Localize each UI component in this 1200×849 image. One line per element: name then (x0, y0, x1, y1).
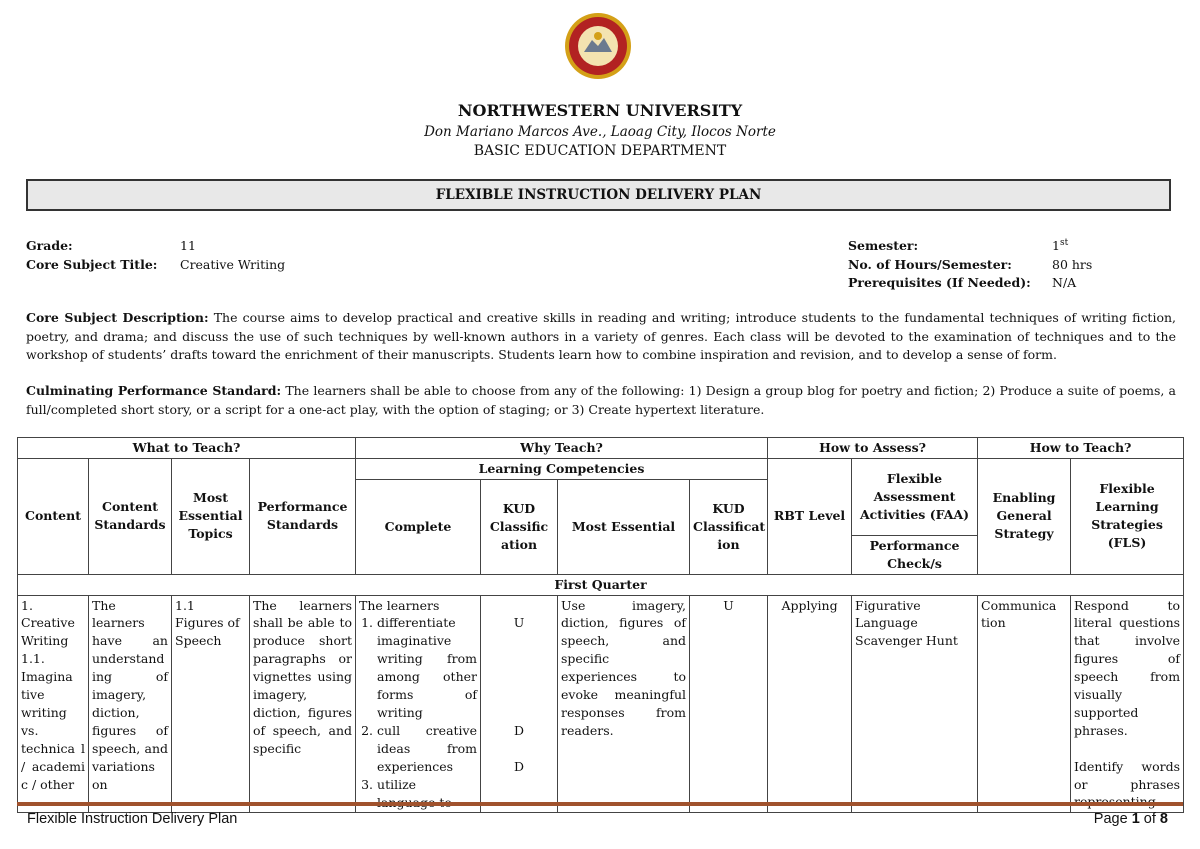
footer-page-number: Page 1 of 8 (1093, 811, 1168, 827)
group-what-to-teach: What to Teach? (18, 438, 356, 459)
complete-intro: The learners (359, 597, 440, 613)
core-subject-description: Core Subject Description: The course aims to develop practical and creative skills in reading and writing; introduce students to the fundamental techniques of writing fiction, poetry, and drama; and discuss the use of such techniques by well-known authors in a variety of genres. Each class will be devoted to the examination of techniques and to the workshop of students’ drafts toward the enrichment of their manuscripts. Students learn how to combine inspiration and revision, and to develop a sense of form. (26, 310, 1176, 362)
kud-value: D (514, 722, 525, 738)
plan-table (17, 437, 1184, 813)
col-fls: Flexible Learning Strategies (FLS) (1071, 458, 1184, 574)
col-content: Content (18, 458, 89, 574)
cell-faa: Figurative Language Scavenger Hunt (852, 595, 978, 813)
cell-complete (356, 595, 481, 813)
footer-document-name: Flexible Instruction Delivery Plan (27, 811, 238, 827)
subject-label: Core Subject Title: (26, 257, 158, 272)
university-seal-logo (564, 12, 632, 80)
prereq-label: Prerequisites (If Needed): (848, 275, 1031, 290)
col-rbt-level: RBT Level (768, 458, 852, 574)
hours-value: 80 hrs (1052, 257, 1093, 272)
competency-item: 2. cull creative ideas from experiences (377, 722, 477, 776)
col-faa: Flexible Assessment Activities (FAA) (852, 458, 978, 535)
cell-kud-2: U (690, 595, 768, 813)
kud-value: U (513, 615, 525, 631)
col-most-essential: Most Essential (558, 479, 690, 574)
cell-content-standards: The learners have an understand ing of imagery, diction, figures of speech, and variations on (89, 595, 172, 813)
col-complete: Complete (356, 479, 481, 574)
grade-value: 11 (180, 238, 196, 253)
grade-label: Grade: (26, 238, 73, 253)
cell-topics: 1.1 Figures of Speech (172, 595, 250, 813)
group-why-teach: Why Teach? (356, 438, 768, 459)
learning-competencies-header: Learning Competencies (356, 458, 768, 479)
cell-kud-1 (481, 595, 558, 813)
semester-label: Semester: (848, 238, 919, 253)
competency-item: 3. utilize (377, 776, 477, 812)
quarter-label: First Quarter (18, 574, 1184, 595)
col-kud-1: KUD Classific ation (481, 479, 558, 574)
university-address: Don Mariano Marcos Ave., Laoag City, Ilocos Norte (424, 124, 776, 140)
subject-value: Creative Writing (180, 257, 286, 272)
culminating-performance-standard: Culminating Performance Standard: The learners shall be able to choose from any of the following: 1) Design a group blog for poetry and fiction; 2) Produce a suite of poems, a full/completed short story, or a script for a one-act play, with the option of staging; or 3) Create hypertext literature. (26, 383, 1176, 417)
semester-value: 1st (1052, 238, 1069, 254)
university-name: NORTHWESTERN UNIVERSITY (457, 101, 743, 120)
col-performance-checks: Performance Check/s (852, 535, 978, 574)
competency-list (359, 614, 477, 811)
cell-content: 1. Creative Writing 1.1. Imagina tive writing vs. technica l / academi c / other (18, 595, 89, 813)
cell-most-essential: Use imagery, diction, figures of speech, and specific experiences to evoke meaningful responses from readers. (558, 595, 690, 813)
cell-rbt: Applying (768, 595, 852, 813)
group-how-to-assess: How to Assess? (768, 438, 978, 459)
col-performance-standards: Performance Standards (250, 458, 356, 574)
fls-item: Identify words or phrases (1074, 758, 1181, 792)
hours-label: No. of Hours/Semester: (848, 257, 1012, 272)
col-enabling-strategy: Enabling General Strategy (978, 458, 1071, 574)
document-title: FLEXIBLE INSTRUCTION DELIVERY PLAN (26, 179, 1171, 211)
prereq-value: N/A (1052, 275, 1077, 290)
col-content-standards: Content Standards (89, 458, 172, 574)
fls-item: Respond to literal questions that involve figures of speech from visually supported phrases. (1074, 597, 1181, 738)
footer-rule (17, 802, 1183, 806)
cell-performance-standards: The learners shall be able to produce short paragraphs or vignettes using imagery, diction, figures of speech, and specific (250, 595, 356, 813)
group-how-to-teach: How to Teach? (978, 438, 1184, 459)
cell-fls (1071, 595, 1184, 813)
kud-value: D (514, 758, 525, 774)
competency-item: 1. differentiate imaginative writing from among other forms of writing (377, 614, 477, 721)
department-name: BASIC EDUCATION DEPARTMENT (473, 143, 727, 159)
col-most-essential-topics: Most Essential Topics (172, 458, 250, 574)
col-kud-2: KUD Classificat ion (690, 479, 768, 574)
cell-enabling: Communica tion (978, 595, 1071, 813)
